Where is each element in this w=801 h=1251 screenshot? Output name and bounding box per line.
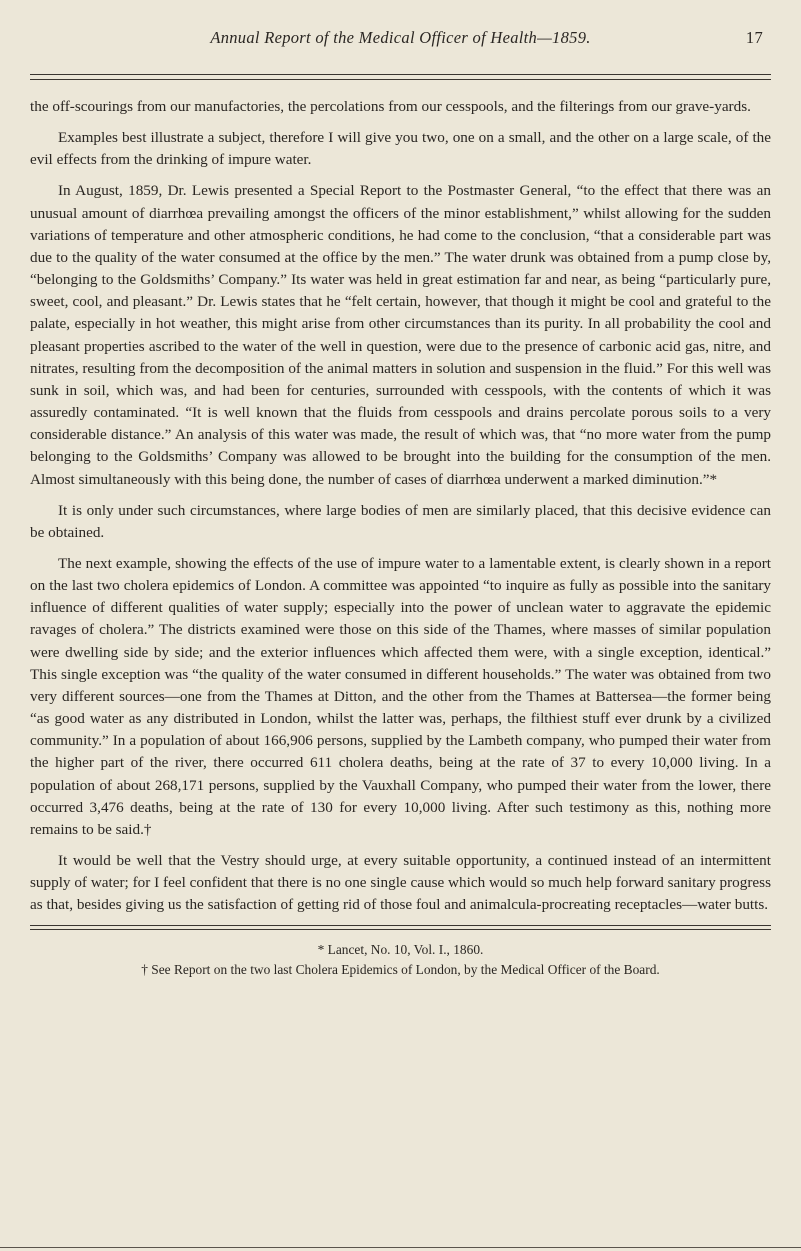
- footnote: * Lancet, No. 10, Vol. I., 1860.: [317, 942, 484, 958]
- footnote: † See Report on the two last Cholera Epidemics of London, by the Medical Officer of the Board.: [141, 962, 660, 978]
- paragraph: In August, 1859, Dr. Lewis presented a Special Report to the Postmaster General, “to the effect that there was an unusual amount of diarrhœa prevailing amongst the officers of the minor establishment,” whilst allowing for the sudden variations of temperature and other atmospheric conditions, he had come to the conclusion, “that a considerable part was due to the quality of the water consumed at the office by the men.” The water drunk was obtained from a pump close by, “belonging to the Goldsmiths’ Company.” Its water was held in great estimation far and near, as being “particularly pure, sweet, cool, and pleasant.” Dr. Lewis states that he “felt certain, however, that though it might be cool and grateful to the palate, especially in hot weather, this might arise from other circumstances than its purity. In all probability the cool and pleasant properties ascribed to the water of the well in question, were due to the presence of carbonic acid gas, nitre, and nitrates, resulting from the decomposition of the animal matters in solution and suspension in the fluid.” For this well was sunk in soil, which was, and had been for centuries, surrounded with cesspools, with the contents of which it was assuredly contaminated. “It is well known that the fluids from cesspools and drains percolate porous soils to a very considerable distance.” An analysis of this water was made, the result of which was, that “no more water from the pump belonging to the Goldsmiths’ Company was allowed to be brought into the building for the consumption of the men. Almost simultaneously with this being done, the number of cases of diarrhœa underwent a marked diminution.”*: [30, 182, 771, 488]
- paragraph: It is only under such circumstances, where large bodies of men are similarly placed, that this decisive evidence can be obtained.: [30, 501, 771, 541]
- running-title: Annual Report of the Medical Officer of Health—1859.: [210, 28, 591, 47]
- page-bottom-rule: [0, 1247, 801, 1248]
- paragraph: the off-scourings from our manufactories, the percolations from our cesspools, and the filterings from our grave-yards.: [30, 98, 751, 115]
- paragraph: Examples best illustrate a subject, therefore I will give you two, one on a small, and the other on a large scale, of the evil effects from the drinking of impure water.: [30, 129, 771, 169]
- footnotes: [30, 940, 771, 980]
- footnote-rule: [30, 925, 771, 930]
- body-text: [30, 96, 771, 916]
- paragraph: The next example, showing the effects of the use of impure water to a lamentable extent, is clearly shown in a report on the last two cholera epidemics of London. A committee was appointed “to inquire as fully as possible into the sanitary influence of different qualities of water supply; especially into the power of unclean water to aggravate the epidemic ravages of cholera.” The districts examined were those on this side of the Thames, where masses of similar population were dwelling side by side; and the exterior influences which affected them were, with a single exception, identical.” This single exception was “the quality of the water consumed in different households.” The water was obtained from two very different sources—one from the Thames at Ditton, and the other from the Thames at Battersea—the former being “as good water as any distributed in London, whilst the latter was, perhaps, the filthiest stuff ever drunk by a civilized community.” In a population of about 166,906 persons, supplied by the Lambeth company, who pumped their water from the higher part of the river, there occurred 611 cholera deaths, being at the rate of 37 to every 10,000 living. In a population of about 268,171 persons, supplied by the Vauxhall Company, who pumped their water from the lower, there occurred 3,476 deaths, being at the rate of 130 for every 10,000 living. After such testimony as this, nothing more remains to be said.†: [30, 554, 771, 838]
- page-number: 17: [745, 28, 763, 47]
- running-header: [30, 22, 771, 52]
- paragraph: It would be well that the Vestry should urge, at every suitable opportunity, a continued instead of an intermittent supply of water; for I feel confident that there is no one single cause which would so much help forward sanitary progress as that, besides giving us the satisfaction of getting rid of those foul and animalcula-procreating receptacles—water butts.: [30, 852, 771, 914]
- header-rule: [30, 74, 771, 80]
